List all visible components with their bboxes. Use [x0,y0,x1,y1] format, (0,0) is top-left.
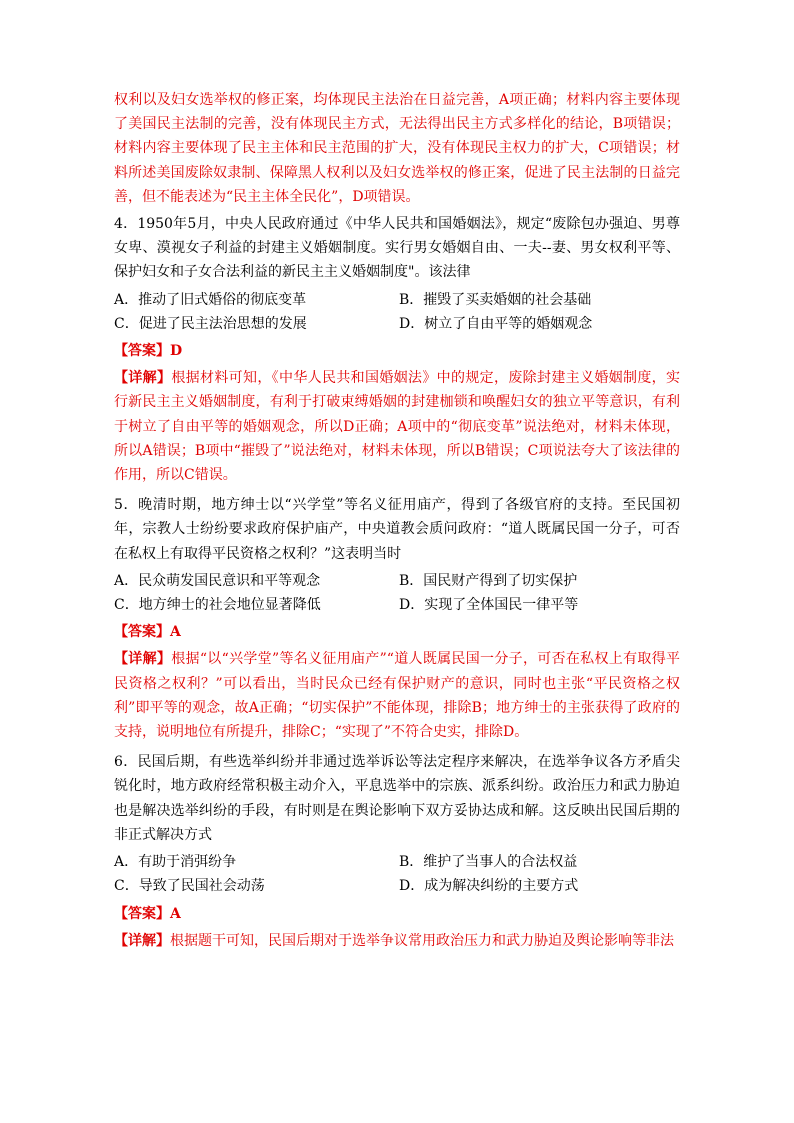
question-6-stem: 6．民国后期，有些选举纠纷并非通过选举诉讼等法定程序来解决，在选举争议各方矛盾尖锐化时，地方政府经常积极主动介入，平息选举中的宗族、派系纠纷。政治压力和武力胁迫也是解决选举纠纷的手段，有时则是在舆论影响下双方妥协达成和解。这反映出民国后期的非正式解决方式 [114,754,680,843]
explanation-label: 【详解】 [114,932,170,949]
question-5-option-d: D．实现了全体国民一律平等 [399,597,579,614]
question-6-option-b: B．维护了当事人的合法权益 [399,854,578,871]
question-6-option-c: C．导致了民国社会动荡 [114,878,265,895]
question-6-answer [114,902,680,926]
question-4-option-d: D．树立了自由平等的婚姻观念 [399,315,593,332]
question-5-answer [114,620,680,644]
question-4-options [114,288,680,336]
question-4-stem: 4．1950年5月，中央人民政府通过《中华人民共和国婚姻法》，规定“废除包办强迫、男尊女卑、漠视女子利益的封建主义婚姻制度。实行男女婚姻自由、一夫--妻、男女权利平等、保护妇女和子女合法利益的新民主主义婚姻制度"。该法律 [114,216,680,281]
explanation-text: 根据题干可知，民国后期对于选举争议常用政治压力和武力胁迫及舆论影响等非法 [170,932,674,949]
explanation-label: 【详解】 [114,651,172,668]
document-page [114,88,680,959]
question-4-option-c: C．促进了民主法治思想的发展 [114,315,307,332]
answer-value: A [170,905,181,922]
question-6-options [114,850,680,898]
explanation-label: 【详解】 [114,370,172,387]
answer-value: A [170,624,181,641]
answer-label: 【答案】 [114,343,170,360]
question-4-explanation [114,366,680,487]
question-5-option-a: A．民众萌发国民意识和平等观念 [114,572,321,589]
question-4-option-b: B．摧毁了买卖婚姻的社会基础 [399,291,592,308]
question-6-explanation [114,929,680,953]
answer-label: 【答案】 [114,905,170,922]
explanation-text: 根据“以“兴学堂”等名义征用庙产”“道人既属民国一分子，可否在私权上有取得平民资格之权利？”可以看出，当时民众已经有保护财产的意识，同时也主张“平民资格之权利”即平等的观念，故A正确；“切实保护”不能体现，排除B；地方绅士的主张获得了政府的支持，说明地位有所提升，排除C；“实现了”不符合史实，排除D。 [114,651,681,741]
question-5-options [114,569,680,617]
question-5-explanation [114,647,680,744]
explanation-text: 根据材料可知，《中华人民共和国婚姻法》中的规定，废除封建主义婚姻制度，实行新民主主义婚姻制度，有利于打破束缚婚姻的封建枷锁和唤醒妇女的独立平等意识，有利于树立了自由平等的婚姻观念，所以D正确；A项中的“彻底变革”说法绝对，材料未体现，所以A错误；B项中“摧毁了”说法绝对，材料未体现，所以B错误；C项说法夸大了该法律的作用，所以C错误。 [114,370,681,484]
question-6-option-a: A．有助于消弭纷争 [114,854,237,871]
question-5-stem: 5．晚清时期，地方绅士以“兴学堂”等名义征用庙产，得到了各级官府的支持。至民国初年，宗教人士纷纷要求政府保护庙产，中央道教会质问政府：“道人既属民国一分子，可否在私权上有取得平民资格之权利？”这表明当时 [114,497,680,562]
question-5-option-c: C．地方绅士的社会地位显著降低 [114,597,321,614]
answer-value: D [170,343,183,360]
question-4-answer [114,339,680,363]
question-5-option-b: B．国民财产得到了切实保护 [399,572,578,589]
question-4-option-a: A．推动了旧式婚俗的彻底变革 [114,291,307,308]
answer-label: 【答案】 [114,624,170,641]
previous-explanation-continuation: 权利以及妇女选举权的修正案，均体现民主法治在日益完善，A项正确；材料内容主要体现了美国民主法制的完善，没有体现民主方式，无法得出民主方式多样化的结论，B项错误；材料内容主要体现了民主主体和民主范围的扩大，没有体现民主权力的扩大，C项错误；材料所述美国废除奴隶制、保障黑人权利以及妇女选举权的修正案，促进了民主法制的日益完善，但不能表述为“民主主体全民化”，D项错误。 [114,92,680,205]
question-6-option-d: D．成为解决纠纷的主要方式 [399,878,579,895]
